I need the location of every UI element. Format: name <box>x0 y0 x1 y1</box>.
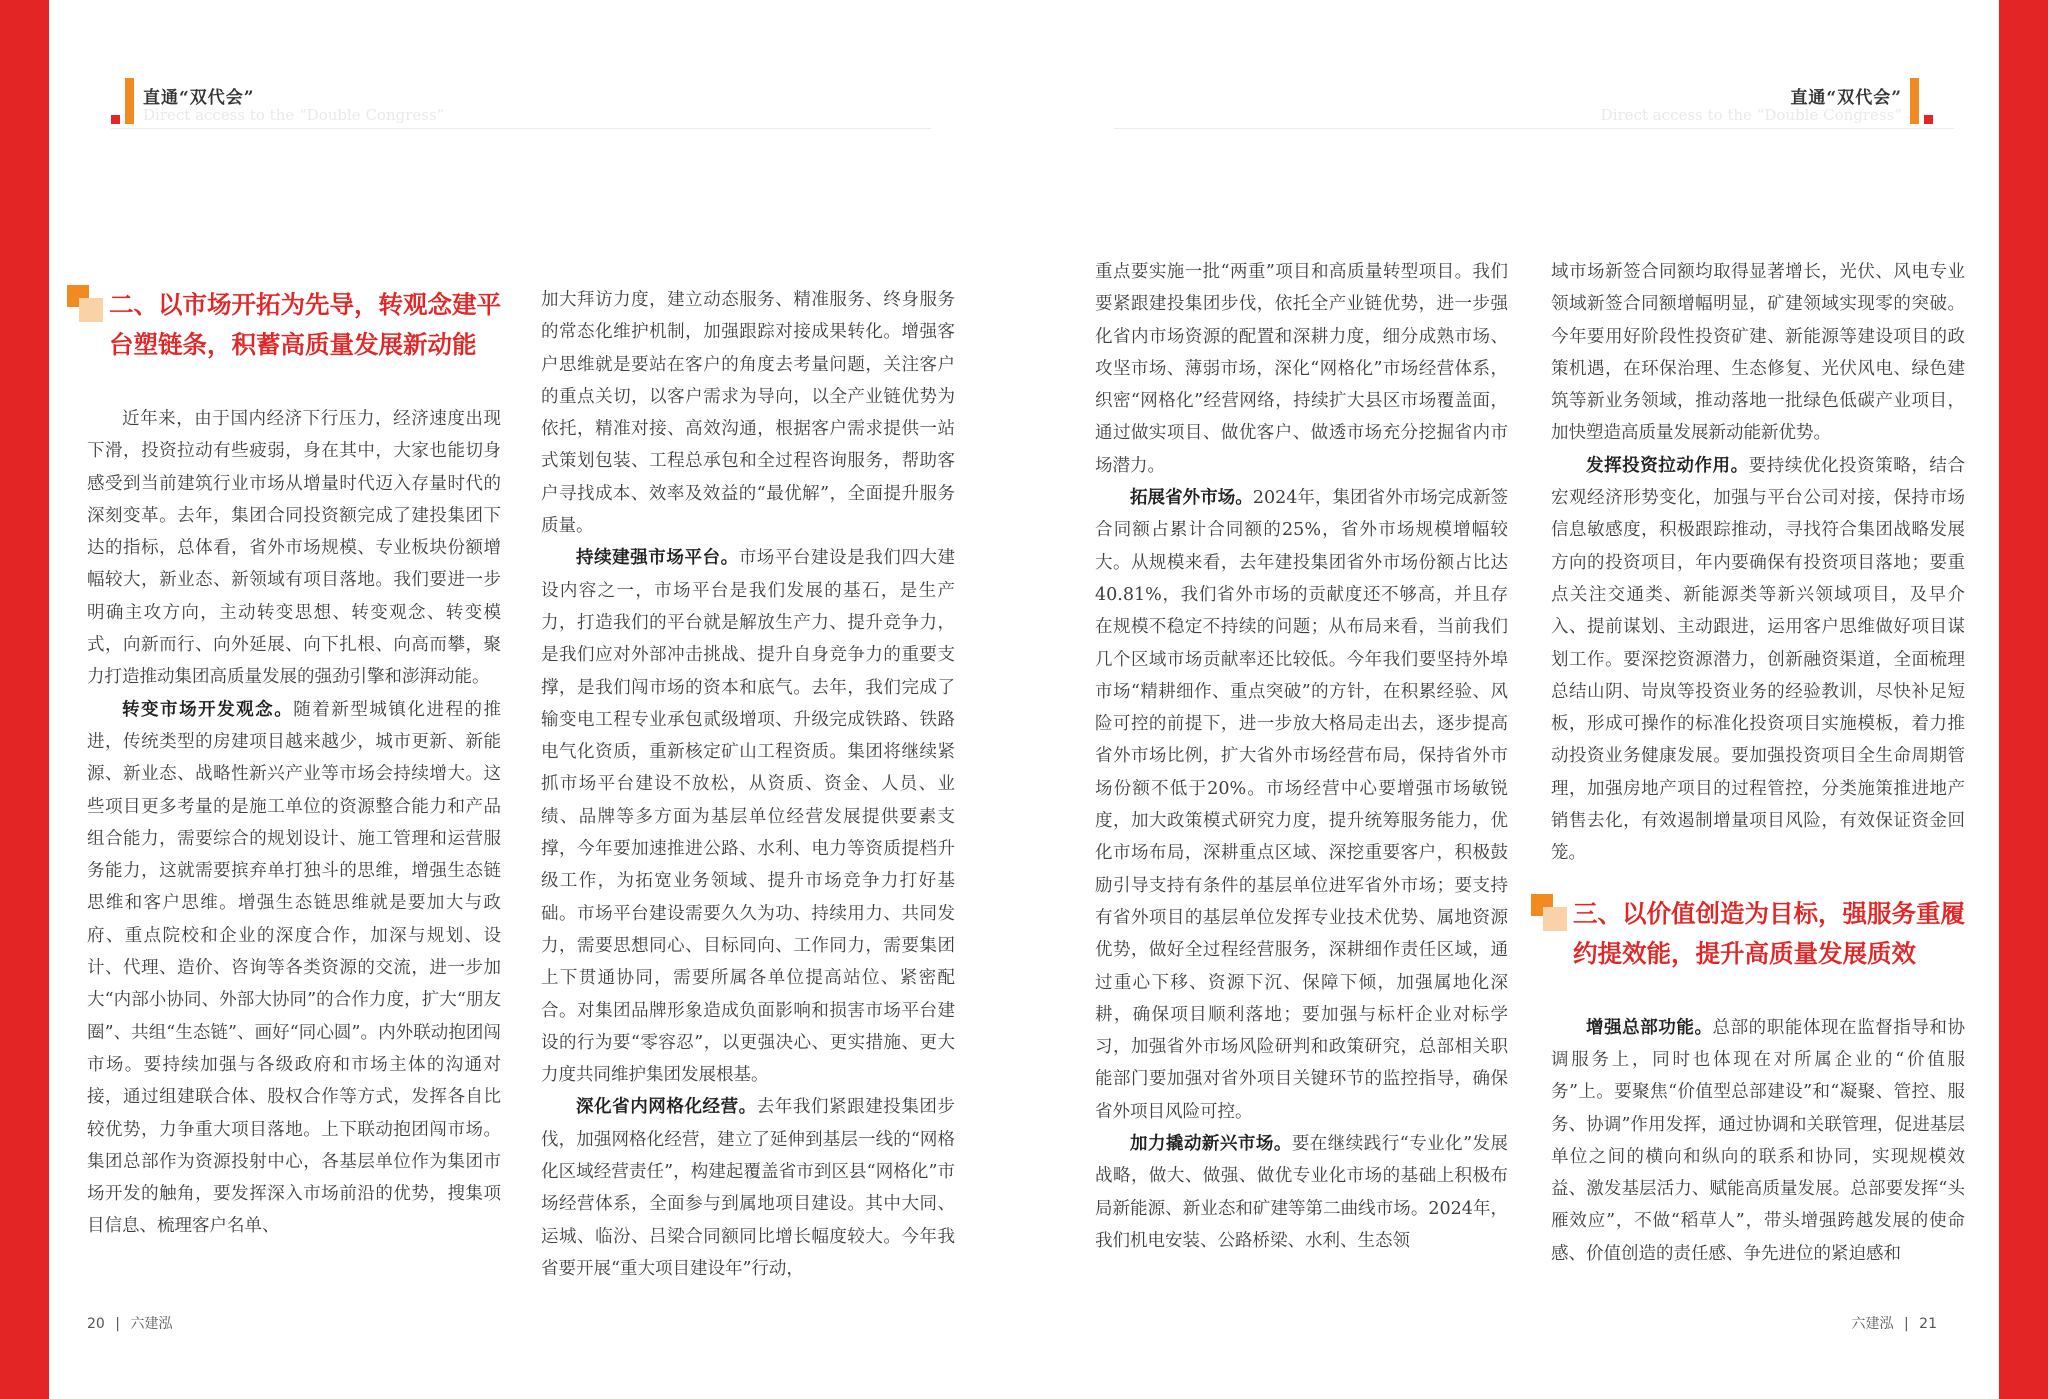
paragraph: 拓展省外市场。2024年，集团省外市场完成新签合同额占累计合同额的25%，省外市场规模增幅较大。从规模来看，去年建投集团省外市场份额占比达40.81%，我们省外市场的贡献度还不够高，并且存在规模不稳定不持续的问题；从布局来看，当前我们几个区域市场贡献率还比较低。今年我们要坚持外埠市场“精耕细作、重点突破”的方针，在积累经验、风险可控的前提下，进一步放大格局走出去，逐步提高省外市场比例，扩大省外市场经营布局，保持省外市场份额不低于20%。市场经营中心要增强市场敏锐度，加大政策模式研究力度，提升统筹服务能力，优化市场布局，深耕重点区域、深挖重要客户，积极鼓励引导支持有条件的基层单位进军省外市场；要支持有省外项目的基层单位发挥专业技术优势、属地资源优势，做好全过程经营服务，深耕细作责任区域，通过重心下移、资源下沉、保障下倾，加强属地化深耕，确保项目顺利落地；要加强与标杆企业对标学习，加强省外市场风险研判和政策研究，总部相关职能部门要加强对省外项目关键环节的监控指导，确保省外项目风险可控。 <box>1095 488 1508 1122</box>
header-subtitle: Direct access to the “Double Congress” <box>1600 106 1902 124</box>
paragraph: 发挥投资拉动作用。要持续优化投资策略，结合宏观经济形势变化，加强与平台公司对接，保持市场信息敏感度，积极跟踪推动，寻找符合集团战略发展方向的投资项目，年内要确保有投资项目落地；要重点关注交通类、新能源类等新兴领域项目，及早介入、提前谋划、主动跟进，运用客户思维做好项目谋划工作。要深挖资源潜力，创新融资渠道，全面梳理总结山阴、岢岚等投资业务的经验教训，尽快补足短板，形成可操作的标准化投资项目实施模板，着力推动投资业务健康发展。要加强投资项目全生命周期管理，加强房地产项目的过程管控，分类施策推进地产销售去化，有效遏制增量项目风险，有效保证资金回笼。 <box>1551 455 1966 864</box>
header-accent-dot <box>111 115 120 124</box>
paragraph: 转变市场开发观念。随着新型城镇化进程的推进，传统类型的房建项目越来越少，城市更新、新能源、新业态、战略性新兴产业等市场会持续增大。这些项目更多考量的是施工单位的资源整合能力和产品组合能力，需要综合的规划设计、施工管理和运营服务能力，这就需要摈弃单打独斗的思维，增强生态链思维和客户思维。增强生态链思维就是要加大与政府、重点院校和企业的深度合作，加深与规划、设计、代理、造价、咨询等各类资源的交流，进一步加大“内部小协同、外部大协同”的合作力度，扩大“朋友圈”、共组“生态链”、画好“同心圆”。内外联动抱团闯市场。要持续加强与各级政府和市场主体的沟通对接，通过组建联合体、股权合作等方式，发挥各自比较优势，力争重大项目落地。上下联动抱团闯市场。集团总部作为资源投射中心，各基层单位作为集团市场开发的触角，要发挥深入市场前沿的优势，搜集项目信息、梳理客户名单、 <box>87 699 502 1237</box>
header-accent-bar <box>125 78 134 124</box>
paragraph: 加力撬动新兴市场。要在继续践行“专业化”发展战略，做大、做强、做优专业化市场的基础上积极布局新能源、新业态和矿建等第二曲线市场。2024年，我们机电安装、公路桥梁、水利、生态领 <box>1095 1134 1508 1251</box>
heading-square-light-icon <box>1543 907 1567 931</box>
column-3 <box>1095 256 1508 1257</box>
section-3-heading <box>1551 894 1965 974</box>
header-rule <box>111 128 931 129</box>
column-4 <box>1551 256 1965 1270</box>
header-title: 直通“双代会” <box>143 88 255 108</box>
column-2 <box>541 284 955 1285</box>
paragraph: 深化省内网格化经营。去年我们紧跟建投集团步伐，加强网格化经营，建立了延伸到基层一线的“网格化区域经营责任”，构建起覆盖省市到区县“网格化”市场经营体系，全面参与到属地项目建设。其中大同、运城、临汾、吕梁合同额同比增长幅度较大。今年我省要开展“重大项目建设年”行动， <box>541 1097 955 1279</box>
header-rule <box>1114 128 1954 129</box>
paragraph: 重点要实施一批“两重”项目和高质量转型项目。我们要紧跟建投集团步伐，依托全产业链优势，进一步强化省内市场资源的配置和深耕力度，细分成熟市场、攻坚市场、薄弱市场，深化“网格化”市场经营体系，织密“网格化”经营网络，持续扩大县区市场覆盖面，通过做实项目、做优客户、做透市场充分挖掘省内市场潜力。 <box>1095 262 1508 476</box>
header-accent-dot <box>1924 115 1933 124</box>
right-page <box>1024 0 1999 1399</box>
heading-square-light-icon <box>79 298 103 322</box>
left-page <box>49 0 1024 1399</box>
page-number-left: 20 | 六建泓 <box>87 1316 173 1332</box>
section-3-title: 三、以价值创造为目标，强服务重履约提效能，提升高质量发展质效 <box>1573 898 1965 968</box>
column-1 <box>87 285 501 1243</box>
paragraph: 域市场新签合同额均取得显著增长，光伏、风电专业领域新签合同额增幅明显，矿建领域实现零的突破。今年要用好阶段性投资矿建、新能源等建设项目的政策机遇，在环保治理、生态修复、光伏风电、绿色建筑等新业务领域，推动落地一批绿色低碳产业项目，加快塑造高质量发展新动能新优势。 <box>1551 262 1965 444</box>
right-red-edge <box>1999 0 2048 1399</box>
section-2-title: 二、以市场开拓为先导，转观念建平台塑链条，积蓄高质量发展新动能 <box>109 290 501 359</box>
page-number-right: 六建泓 | 21 <box>1851 1316 1937 1332</box>
paragraph-lead: 拓展省外市场。 <box>1130 488 1253 509</box>
paragraph: 近年来，由于国内经济下行压力，经济速度出现下滑，投资拉动有些疲弱，身在其中，大家也能切身感受到当前建筑行业市场从增量时代迈入存量时代的深刻变革。去年，集团合同投资额完成了建投集团下达的指标，总体看，省外市场规模、专业板块份额增幅较大，新业态、新领域有项目落地。我们要进一步明确主攻方向，主动转变思想、转变观念、转变模式，向新而行、向外延展、向下扎根、向高而攀，聚力打造推动集团高质量发展的强劲引擎和澎湃动能。 <box>87 409 501 688</box>
header-subtitle: Direct access to the “Double Congress” <box>143 106 445 124</box>
header-title: 直通“双代会” <box>1790 88 1902 108</box>
paragraph-lead: 增强总部功能。 <box>1586 1017 1713 1038</box>
paragraph: 持续建强市场平台。市场平台建设是我们四大建设内容之一，市场平台是我们发展的基石，是生产力，打造我们的平台就是解放生产力、提升竞争力，是我们应对外部冲击挑战、提升自身竞争力的重要支撑，是我们闯市场的资本和底气。去年，我们完成了输变电工程专业承包贰级增项、升级完成铁路、铁路电气化资质，重新核定矿山工程资质。集团将继续紧抓市场平台建设不放松，从资质、资金、人员、业绩、品牌等多方面为基层单位经营发展提供要素支撑，今年要加速推进公路、水利、电力等资质提档升级工作，为拓宽业务领域、提升市场竞争力打好基础。市场平台建设需要久久为功、持续用力、共同发力，需要思想同心、目标同向、工作同力，需要集团上下贯通协同，需要所属各单位提高站位、紧密配合。对集团品牌形象造成负面影响和损害市场平台建设的行为要“零容忍”，以更强决心、更实措施、更大力度共同维护集团发展根基。 <box>541 548 956 1086</box>
paragraph-lead: 持续建强市场平台。 <box>576 548 739 569</box>
section-2-heading <box>87 285 501 365</box>
paragraph: 增强总部功能。总部的职能体现在监督指导和协调服务上，同时也体现在对所属企业的“价值服务”上。要聚焦“价值型总部建设”和“凝聚、管控、服务、协调”作用发挥，通过协调和关联管理，促进基层单位之间的横向和纵向的联系和协同，实现规模效益、激发基层活力、赋能高质量发展。总部要发挥“头雁效应”，不做“稻草人”，带头增强跨越发展的使命感、价值创造的责任感、争先进位的紧迫感和 <box>1551 1017 1966 1264</box>
paragraph-lead: 发挥投资拉动作用。 <box>1586 455 1749 476</box>
paragraph: 加大拜访力度，建立动态服务、精准服务、终身服务的常态化维护机制，加强跟踪对接成果转化。增强客户思维就是要站在客户的角度去考量问题，关注客户的重点关切，以客户需求为导向，以全产业链优势为依托，精准对接、高效沟通，根据客户需求提供一站式策划包装、工程总承包和全过程咨询服务，帮助客户寻找成本、效率及效益的“最优解”，全面提升服务质量。 <box>541 290 955 537</box>
paragraph-lead: 加力撬动新兴市场。 <box>1130 1134 1292 1155</box>
paragraph-lead: 深化省内网格化经营。 <box>576 1097 757 1118</box>
left-red-edge <box>0 0 49 1399</box>
paragraph-lead: 转变市场开发观念。 <box>122 699 294 720</box>
header-accent-bar <box>1910 78 1919 124</box>
